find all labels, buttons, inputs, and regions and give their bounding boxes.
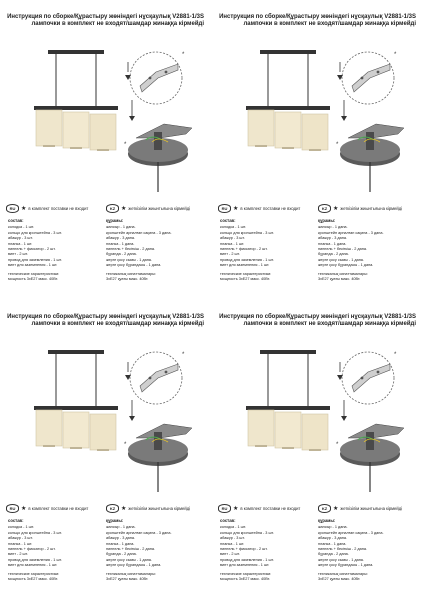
list-item: планка - 1 дана. [106, 241, 135, 246]
parts-heading: состав: [8, 218, 24, 223]
list-item: планка - 1 шт. [220, 541, 245, 546]
kz-badge: KZ [106, 204, 119, 213]
tech-value: мощность 3xE27 макс. 40Вт. [8, 277, 58, 282]
svg-text:*: * [394, 52, 397, 58]
svg-text:*: * [124, 142, 127, 148]
list-item: ниппель + бекіткіш - 2 дана. [318, 247, 368, 252]
parts-list-ru [220, 218, 316, 282]
list-item: колодка - 1 шт. [8, 525, 35, 530]
note-kz-text: жеткізілім жиынтығына кірмейді [340, 506, 403, 511]
header-subtitle: лампочки в комплект не входят/шамдар жинаққа кірмейді [243, 21, 416, 27]
list-item: жерге қосу бұрандасы - 1 дана. [318, 563, 374, 568]
list-item: колодка - 1 шт. [8, 225, 35, 230]
note-ru [218, 504, 300, 513]
list-item: кронштейн арналған сақина - 3 дана. [318, 530, 384, 535]
star-icon: ★ [233, 505, 239, 512]
assembly-diagram [116, 342, 204, 502]
list-item: абажур - 3 шт. [8, 236, 33, 241]
svg-text:*: * [182, 352, 185, 358]
list-item: кронштейн арналған сақина - 3 дана. [318, 230, 384, 235]
note-ru-text: в комплект поставки не входит [240, 206, 301, 211]
parts-heading: состав: [8, 518, 24, 523]
list-item: ниппель + бекіткіш - 2 дана. [106, 547, 156, 552]
list-item: жерге қосу бұрандасы - 1 дана. [106, 263, 162, 268]
list-item: винт для заземления - 1 шт. [220, 563, 270, 568]
note-ru [6, 504, 88, 513]
list-item: ниппель + фиксатор - 2 шт. [220, 547, 268, 552]
list-item: бұранда - 2 дана. [106, 552, 137, 557]
list-item: ниппель + фиксатор - 2 шт. [8, 547, 56, 552]
list-item: жапсыр - 1 дана. [318, 525, 348, 530]
tech-heading: техникалық сипаттамалары: [318, 271, 368, 276]
panel-header [4, 314, 204, 328]
tech-value: мощность 3xE27 макс. 40Вт. [220, 277, 270, 282]
list-item: винт для заземления - 1 шт. [220, 263, 270, 268]
star-icon: ★ [121, 505, 127, 512]
tech-heading: техникалық сипаттамалары: [318, 571, 368, 576]
tech-heading: технические характеристики: [8, 571, 60, 576]
note-ru-text: в комплект поставки не входит [240, 506, 301, 511]
tech-value: 3xE27 қуаты макс. 40Вт. [318, 577, 361, 582]
tech-value: 3xE27 қуаты макс. 40Вт. [318, 277, 361, 282]
list-item: провод для заземления - 1 шт. [8, 257, 62, 262]
list-item: ниппель + фиксатор - 2 шт. [8, 247, 56, 252]
parts-heading: құрамы: [106, 518, 124, 523]
star-icon: ★ [333, 505, 339, 512]
star-icon: ★ [121, 205, 127, 212]
list-item: жапсыр - 1 дана. [106, 525, 136, 530]
list-item: кольцо для кронштейна - 3 шт. [8, 230, 62, 235]
note-kz-text: жеткізілім жиынтығына кірмейді [340, 206, 403, 211]
parts-heading: состав: [220, 218, 236, 223]
list-item: винт - 2 шт. [8, 552, 28, 557]
assembly-diagram [328, 342, 416, 502]
list-item: ниппель + бекіткіш - 2 дана. [318, 547, 368, 552]
parts-list-kz [106, 218, 202, 282]
header-subtitle: лампочки в комплект не входят/шамдар жинаққа кірмейді [243, 321, 416, 327]
list-item: планка - 1 шт. [220, 241, 245, 246]
notes-row [6, 504, 204, 516]
star-icon: ★ [333, 205, 339, 212]
list-item: кольцо для кронштейна - 3 шт. [220, 530, 274, 535]
note-kz-text: жеткізілім жиынтығына кірмейді [128, 506, 191, 511]
chandelier-illustration [238, 48, 338, 198]
notes-row [6, 204, 204, 216]
list-item: абажур - 3 дана. [106, 536, 135, 541]
instruction-panel-2 [216, 4, 416, 296]
header-title: Инструкция по сборке/Құрастыру жөніндегі нұсқаулық V2881-1/3S [219, 14, 416, 20]
tech-heading: техникалық сипаттамалары: [106, 271, 156, 276]
note-kz [318, 204, 402, 213]
star-icon: ★ [21, 205, 27, 212]
tech-heading: технические характеристики: [220, 271, 272, 276]
note-kz [318, 504, 402, 513]
list-item: абажур - 3 дана. [318, 536, 347, 541]
header-title: Инструкция по сборке/Құрастыру жөніндегі нұсқаулық V2881-1/3S [7, 14, 204, 20]
kz-badge: KZ [318, 204, 331, 213]
parts-list-ru [8, 518, 104, 582]
list-item: жерге қосу сымы - 1 дана. [106, 557, 152, 562]
parts-list-kz [318, 218, 414, 282]
svg-text:*: * [336, 442, 339, 448]
panel-header [216, 14, 416, 28]
chandelier-illustration [26, 348, 126, 498]
note-ru [6, 204, 88, 213]
list-item: винт - 2 шт. [8, 252, 28, 257]
list-item: жерге қосу бұрандасы - 1 дана. [106, 563, 162, 568]
tech-heading: техникалық сипаттамалары: [106, 571, 156, 576]
list-item: кольцо для кронштейна - 3 шт. [8, 530, 62, 535]
instruction-panel-3 [4, 304, 204, 596]
ru-badge: RU [6, 204, 19, 213]
parts-list-kz [318, 518, 414, 582]
tech-heading: технические характеристики: [8, 271, 60, 276]
note-ru-text: в комплект поставки не входит [28, 506, 89, 511]
parts-list-ru [8, 218, 104, 282]
tech-value: мощность 3xE27 макс. 40Вт. [220, 577, 270, 582]
list-item: планка - 1 шт. [8, 241, 33, 246]
panel-header [216, 314, 416, 328]
assembly-diagram [116, 42, 204, 202]
list-item: бұранда - 2 дана. [318, 252, 349, 257]
svg-text:*: * [124, 442, 127, 448]
note-kz [106, 204, 190, 213]
parts-heading: құрамы: [318, 218, 336, 223]
list-item: ниппель + фиксатор - 2 шт. [220, 247, 268, 252]
list-item: кронштейн арналған сақина - 3 дана. [106, 230, 172, 235]
svg-text:*: * [182, 52, 185, 58]
parts-heading: состав: [220, 518, 236, 523]
ru-badge: RU [218, 204, 231, 213]
list-item: планка - 1 дана. [318, 541, 347, 546]
svg-text:*: * [394, 352, 397, 358]
tech-value: мощность 3xE27 макс. 40Вт. [8, 577, 58, 582]
list-item: колодка - 1 шт. [220, 225, 247, 230]
list-item: винт - 2 шт. [220, 252, 240, 257]
list-item: бұранда - 2 дана. [106, 252, 137, 257]
tech-value: 3xE27 қуаты макс. 40Вт. [106, 577, 149, 582]
svg-text:*: * [336, 142, 339, 148]
notes-row [218, 504, 416, 516]
kz-badge: KZ [106, 504, 119, 513]
ru-badge: RU [218, 504, 231, 513]
list-item: жерге қосу сымы - 1 дана. [318, 257, 364, 262]
notes-row [218, 204, 416, 216]
list-item: провод для заземления - 1 шт. [220, 557, 274, 562]
header-subtitle: лампочки в комплект не входят/шамдар жинаққа кірмейді [31, 21, 204, 27]
note-ru-text: в комплект поставки не входит [28, 206, 89, 211]
list-item: абажур - 3 дана. [106, 236, 135, 241]
list-item: планка - 1 дана. [318, 241, 347, 246]
list-item: абажур - 3 дана. [318, 236, 347, 241]
note-kz [106, 504, 190, 513]
list-item: абажур - 3 шт. [220, 536, 245, 541]
parts-heading: құрамы: [318, 518, 336, 523]
ru-badge: RU [6, 504, 19, 513]
list-item: планка - 1 шт. [8, 541, 33, 546]
tech-heading: технические характеристики: [220, 571, 272, 576]
header-subtitle: лампочки в комплект не входят/шамдар жинаққа кірмейді [31, 321, 204, 327]
note-kz-text: жеткізілім жиынтығына кірмейді [128, 206, 191, 211]
list-item: винт для заземления - 1 шт. [8, 563, 58, 568]
list-item: абажур - 3 шт. [8, 536, 33, 541]
list-item: ниппель + бекіткіш - 2 дана. [106, 247, 156, 252]
panel-header [4, 14, 204, 28]
star-icon: ★ [21, 505, 27, 512]
list-item: бұранда - 2 дана. [318, 552, 349, 557]
chandelier-illustration [238, 348, 338, 498]
list-item: кронштейн арналған сақина - 3 дана. [106, 530, 172, 535]
list-item: абажур - 3 шт. [220, 236, 245, 241]
instruction-panel-1 [4, 4, 204, 296]
parts-list-kz [106, 518, 202, 582]
list-item: провод для заземления - 1 шт. [220, 257, 274, 262]
list-item: винт для заземления - 1 шт. [8, 263, 58, 268]
star-icon: ★ [233, 205, 239, 212]
kz-badge: KZ [318, 504, 331, 513]
list-item: жерге қосу сымы - 1 дана. [106, 257, 152, 262]
header-title: Инструкция по сборке/Құрастыру жөніндегі нұсқаулық V2881-1/3S [7, 314, 204, 320]
chandelier-illustration [26, 48, 126, 198]
instruction-panel-4 [216, 304, 416, 596]
note-ru [218, 204, 300, 213]
tech-value: 3xE27 қуаты макс. 40Вт. [106, 277, 149, 282]
list-item: жерге қосу сымы - 1 дана. [318, 557, 364, 562]
parts-list-ru [220, 518, 316, 582]
parts-heading: құрамы: [106, 218, 124, 223]
list-item: провод для заземления - 1 шт. [8, 557, 62, 562]
list-item: планка - 1 дана. [106, 541, 135, 546]
list-item: жапсыр - 1 дана. [318, 225, 348, 230]
header-title: Инструкция по сборке/Құрастыру жөніндегі нұсқаулық V2881-1/3S [219, 314, 416, 320]
assembly-diagram [328, 42, 416, 202]
list-item: колодка - 1 шт. [220, 525, 247, 530]
list-item: винт - 2 шт. [220, 552, 240, 557]
list-item: кольцо для кронштейна - 3 шт. [220, 230, 274, 235]
list-item: жапсыр - 1 дана. [106, 225, 136, 230]
list-item: жерге қосу бұрандасы - 1 дана. [318, 263, 374, 268]
